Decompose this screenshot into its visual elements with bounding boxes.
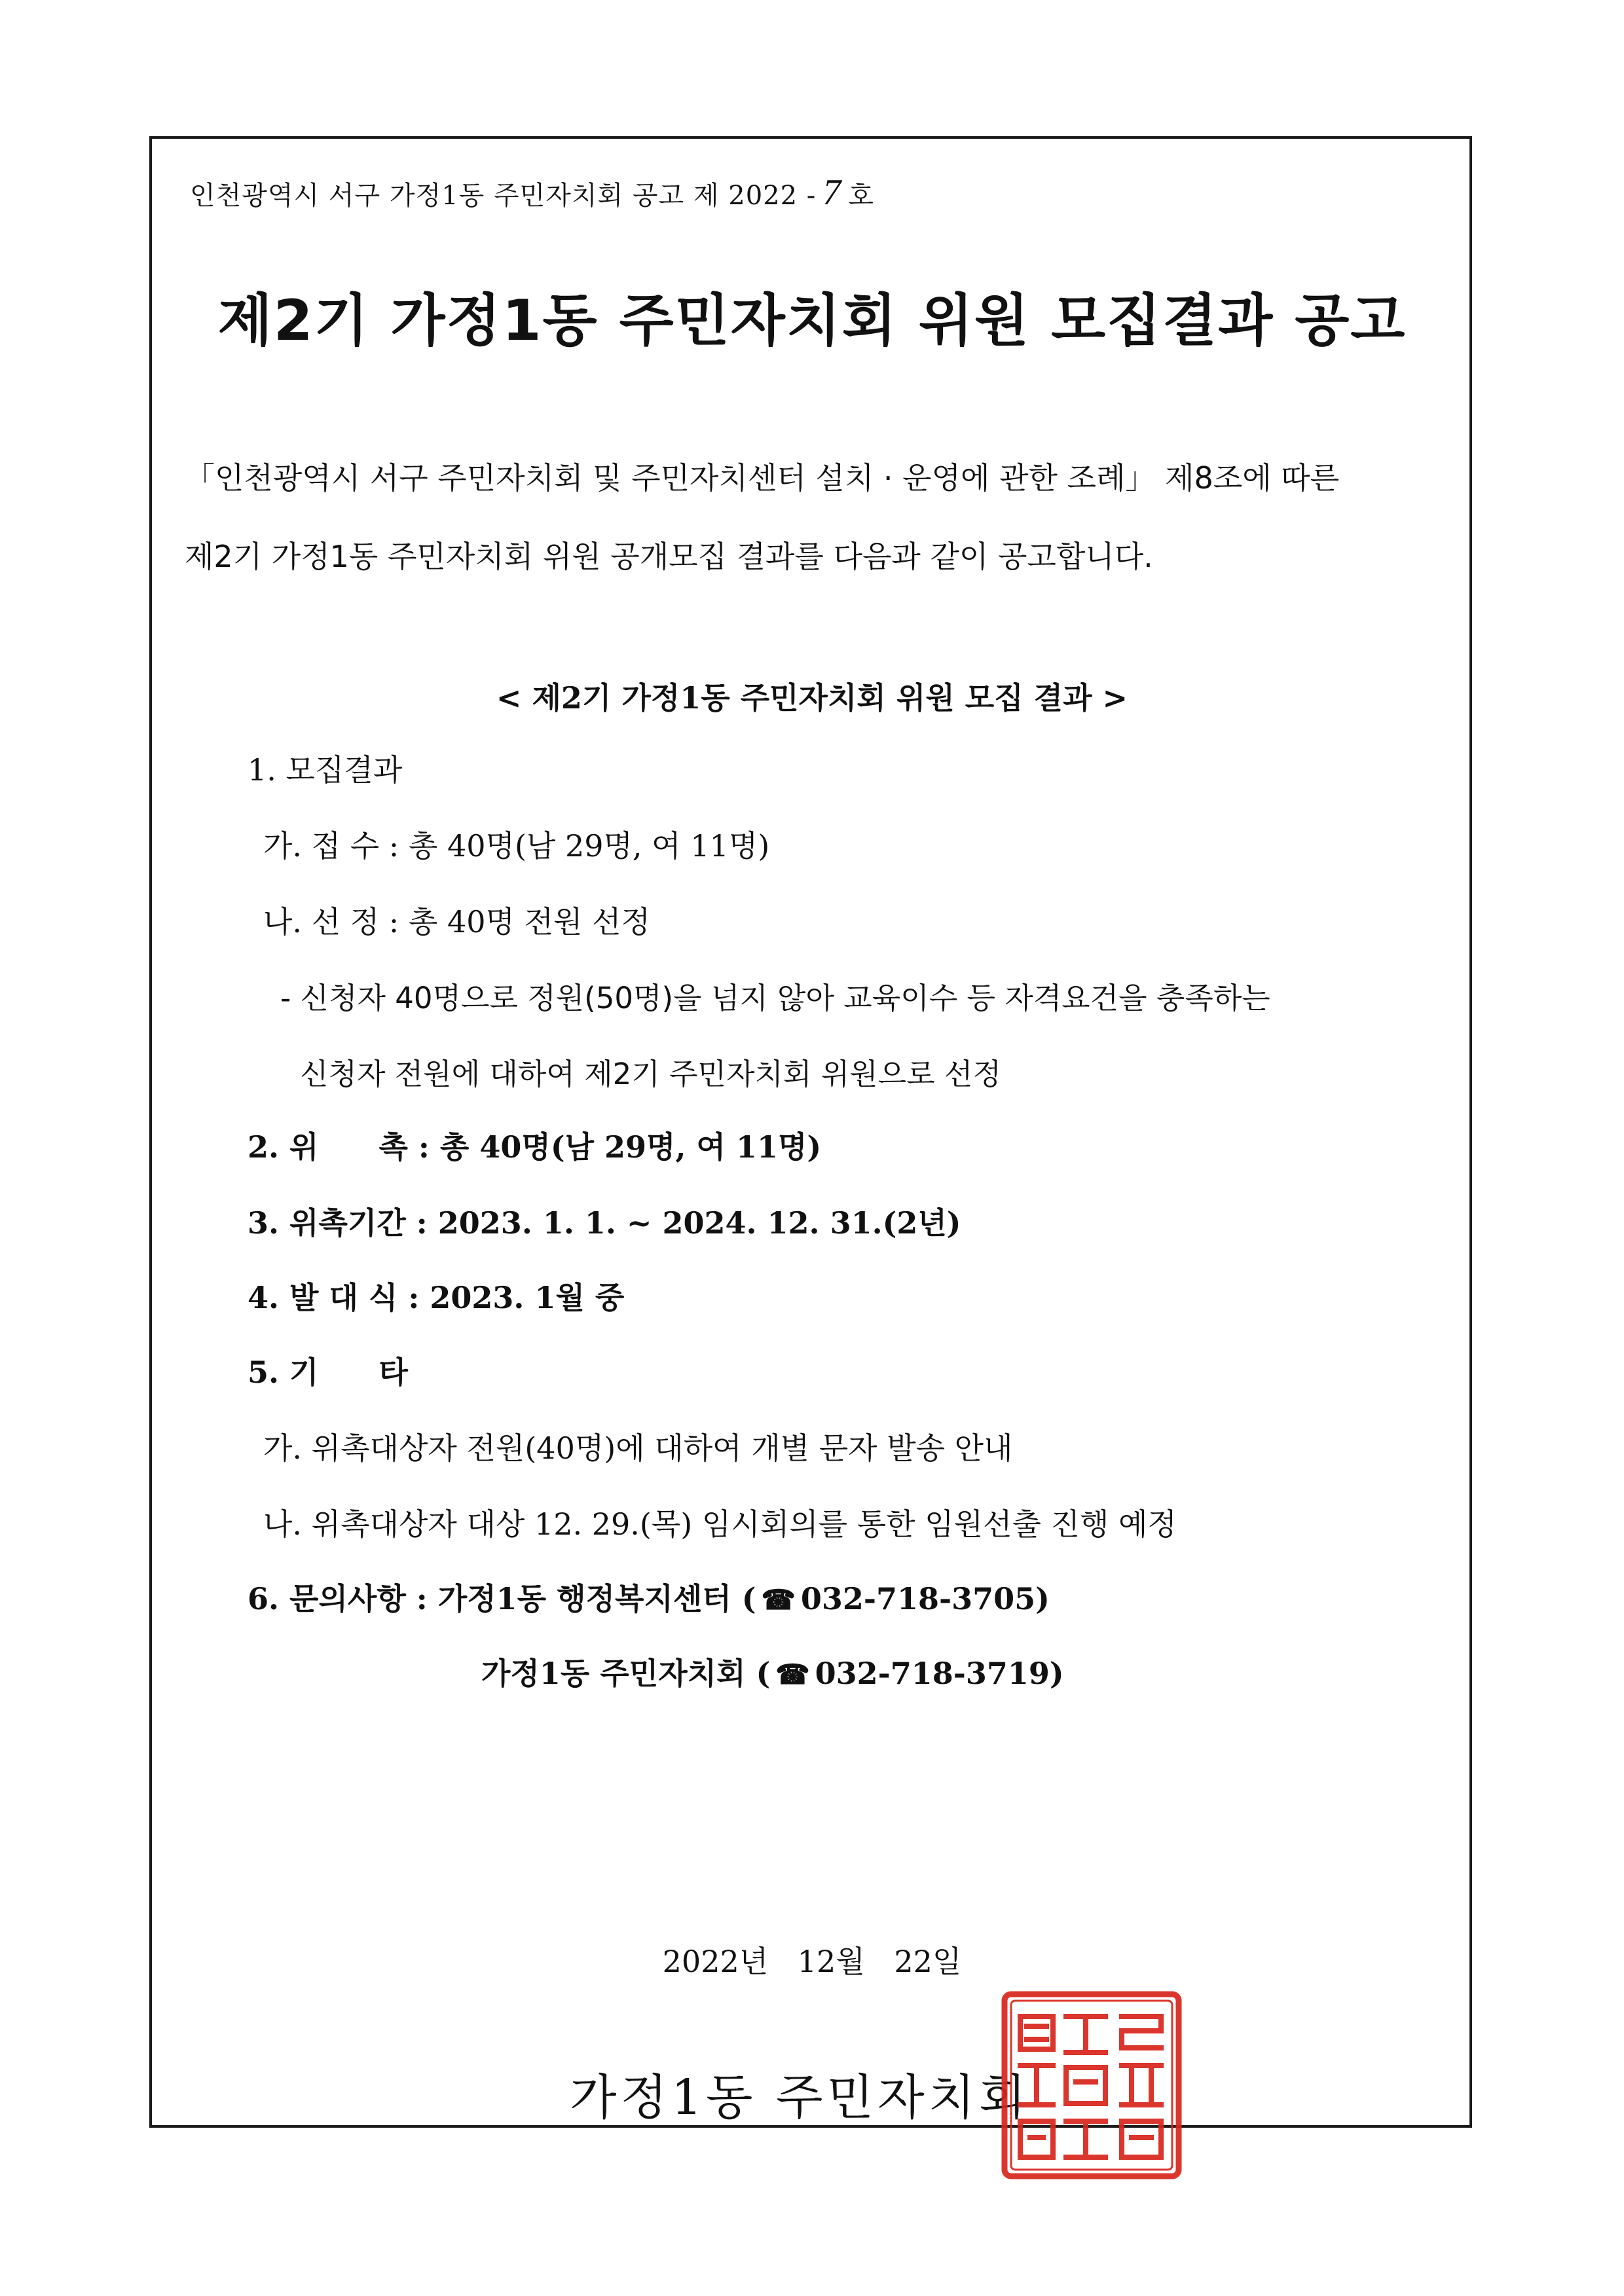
section-5-item-a: 가. 위촉대상자 전원(40명)에 대하여 개별 문자 발송 안내 (263, 1430, 1013, 1466)
section-6-prefix: 6. 문의사항 : 가정1동 행정복지센터 ( (248, 1581, 756, 1616)
intro-line-2: 제2기 가정1동 주민자치회 위원 공개모집 결과를 다음과 같이 공고합니다. (185, 539, 1153, 574)
section-6-heading (248, 1575, 1050, 1618)
notice-date: 2022년 12월 22일 (662, 1944, 962, 1979)
notice-number-value: 7 (822, 172, 842, 213)
section-6-phone-1: 032-718-3705) (800, 1581, 1050, 1616)
notice-number-suffix: 호 (848, 181, 874, 211)
official-seal-icon (1001, 1990, 1183, 2180)
notice-number (190, 172, 874, 213)
issuer-name: 가정1동 주민자치회 (570, 2069, 1030, 2126)
section-5-heading: 5. 기 타 (248, 1355, 408, 1390)
section-2-heading: 2. 위 촉 : 총 40명(남 29명, 여 11명) (248, 1129, 822, 1165)
section-6-line-2 (481, 1650, 1064, 1693)
notice-number-prefix: 인천광역시 서구 가정1동 주민자치회 공고 제 2022 - (190, 181, 817, 211)
section-1-heading: 1. 모집결과 (248, 752, 403, 788)
section-subheading: < 제2기 가정1동 주민자치회 위원 모집 결과 > (496, 680, 1128, 716)
phone-icon: ☎ (761, 1584, 796, 1616)
intro-line-1: 「인천광역시 서구 주민자치회 및 주민자치센터 설치 · 운영에 관한 조례」 제8조에 따른 (185, 460, 1340, 496)
section-1-item-b: 나. 선 정 : 총 40명 전원 선정 (263, 904, 650, 939)
section-5-item-b: 나. 위촉대상자 대상 12. 29.(목) 임시회의를 통한 임원선출 진행 예정 (263, 1506, 1177, 1542)
section-1-note-line-2: 신청자 전원에 대하여 제2기 주민자치회 위원으로 선정 (300, 1057, 1001, 1091)
section-4-heading: 4. 발 대 식 : 2023. 1월 중 (248, 1280, 625, 1315)
section-1-note-line-1: - 신청자 40명으로 정원(50명)을 넘지 않아 교육이수 등 자격요건을 충족하는 (280, 981, 1270, 1015)
section-3-heading: 3. 위촉기간 : 2023. 1. 1. ~ 2024. 12. 31.(2년) (248, 1205, 961, 1241)
section-1-item-a: 가. 접 수 : 총 40명(남 29명, 여 11명) (263, 828, 770, 864)
intro-paragraph (185, 439, 1449, 596)
section-6-phone-2: 032-718-3719) (815, 1656, 1064, 1691)
page-title: 제2기 가정1동 주민자치회 위원 모집결과 공고 (217, 288, 1407, 354)
section-6-line-2-prefix: 가정1동 주민자치회 ( (481, 1656, 771, 1691)
phone-icon: ☎ (775, 1658, 810, 1690)
